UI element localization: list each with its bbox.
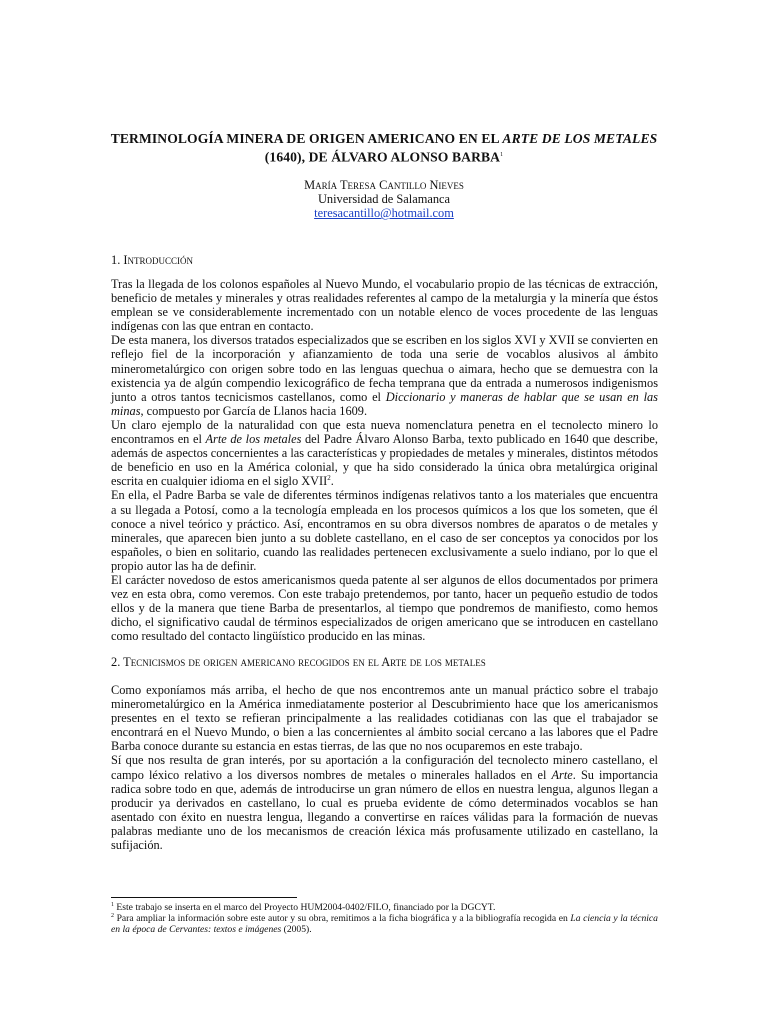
text-segment: (2005). [281,924,312,935]
footnotes [111,902,658,935]
body-paragraph [111,753,658,852]
author-block [160,178,608,220]
text-segment: del Padre Álvaro Alonso Barba, texto publicado en 1640 que describe, además de aspectos concernientes a las características y propiedades de metales y minerales, distintos métodos de beneficio en uso en la América colonial, y que ha sido considerado la única obra metalúrgica original escrita en cualquier idioma en el siglo XVII [111,432,658,489]
body-paragraph [111,418,658,488]
text-segment: El carácter novedoso de estos americanismos queda patente al ser algunos de ellos documentados por primera vez en esta obra, como veremos. Con este trabajo pretendemos, por tanto, hacer un pequeño estudio de todos ellos y de la manera que tiene Barba de presentarlos, al tiempo que pondremos de manifiesto, como hemos dicho, el significativo caudal de términos especializados de origen americano que se introducen en castellano como resultado del contacto lingüístico producido en las minas. [111,572,658,644]
section-body-tecnicismos [111,683,658,852]
footnote-number: 1 [111,901,114,908]
italic-text-segment: La ciencia y la técnica en la época de Cervantes: textos e imágenes [111,913,658,935]
text-segment: Tras la llegada de los colonos españoles al Nuevo Mundo, el vocabulario propio de las técnicas de extracción, beneficio de metales y minerales y otras realidades referentes al campo de la metalurgia y la minería que éstos emplean se ve considerablemente incrementado con un notable elenco de voces procedente de las lenguas indígenas con las que entran en contacto. [111,277,658,334]
text-segment: , compuesto por García de Llanos hacia 1609. [140,403,368,418]
footnote-number: 2 [111,912,114,919]
text-segment: . [330,474,334,489]
text-segment: De esta manera, los diversos tratados especializados que se escriben en los siglos XVI y XVII se convierten en reflejo fiel de la incorporación y afianzamiento de toda una serie de vocablos alusivos al ámbito minerometalúrgico con origen sobre todo en las lenguas quechua o aimara, hecho que se demuestra con la existencia ya de algún compendio lexicográfico de fecha temprana que da entrada a numerosos indigenismos junto a otros tantos tecnicismos castellanos, como el [111,333,658,404]
body-paragraph [111,333,658,418]
author-affiliation: Universidad de Salamanca [317,192,451,206]
text-segment: Para ampliar la información sobre este autor y su obra, remitimos a la ficha biográfica y a la bibliografía recogida en [114,913,571,924]
footnote-item [111,902,658,913]
section-body-introduccion [111,277,658,643]
italic-text-segment: Arte [551,767,573,782]
text-segment: Este trabajo se inserta en el marco del Proyecto HUM2004-0402/FILO, financiado por la DGCYT. [114,902,496,913]
italic-text-segment: Diccionario y maneras de hablar que se usan en las minas [111,389,658,418]
section-heading-introduccion: 1. Introducción [111,253,194,267]
text-segment: . Su importancia radica sobre todo en que, además de introducirse un gran número de ellos en nuestra lengua, algunos llegan a producir ya derivados en castellano, lo cual es prueba evidente de cómo determinados vocablos se han asentado con éxito en nuestra lengua, llegando a convertirse en raíces válidas para la formación de nuevas palabras mediante uno de los mecanismos de creación léxica más profusamente utilizado en castellano, la sufijación. [111,767,659,853]
body-paragraph [111,573,658,643]
body-paragraph [111,488,658,573]
body-paragraph [111,277,658,333]
footnote-item [111,913,658,935]
author-name: María Teresa Cantillo Nieves [304,178,464,192]
footnote-separator [111,897,297,898]
paper-title [110,130,658,166]
italic-text-segment: Arte de los metales [205,432,302,447]
text-segment: Sí que nos resulta de gran interés, por su aportación a la configuración del tecnolecto minero castellano, el campo léxico relativo a los diversos nombres de metales o minerales hallados en el [111,753,658,782]
footnote-reference: 2 [327,474,331,483]
text-segment: Un claro ejemplo de la naturalidad con que esta nueva nomenclatura penetra en el tecnolecto minero lo encontramos en el [111,417,658,447]
text-segment: Como exponíamos más arriba, el hecho de que nos encontremos ante un manual práctico sobre el trabajo minerometalúrgico en la América inmediatamente posterior al Descubrimiento hace que los americanismos presentes en el texto se refieran principalmente a las realidades cotidianas con las que el trabajador se encontrará en el Nuevo Mundo, o bien a las concernientes al ámbito social cercano a las labores que el Padre Barba conoce durante su estancia en estas tierras, de las que no nos ocuparemos en este trabajo. [111,683,658,754]
author-email-link[interactable]: teresacantillo@hotmail.com [314,206,454,220]
body-paragraph [111,683,658,753]
text-segment: En ella, el Padre Barba se vale de diferentes términos indígenas relativos tanto a los materiales que encuentra a su llegada a Potosí, como a la tecnología empleada en los procesos químicos a los que los someten, que él conoce a nivel teórico y práctico. Así, encontramos en su obra diversos nombres de aparatos o de metales y minerales, que aparecen bien junto a su doblete castellano, en el caso de ser conceptos ya conocidos por los españoles, o bien en solitario, cuando las realidades pertenecen exclusivamente a suelo indiano, por lo que el propio autor las ha de definir. [111,488,658,573]
title-italic-text: ARTE DE LOS METALES [502,131,658,146]
title-footnote-mark: 1 [500,152,504,158]
title-text: TERMINOLOGÍA MINERA DE ORIGEN AMERICANO EN EL [110,131,503,146]
title-text-end: (1640), DE ÁLVARO ALONSO BARBA [264,149,501,165]
section-heading-tecnicismos: 2. Tecnicismos de origen americano recogidos en el Arte de los metales [111,655,486,669]
